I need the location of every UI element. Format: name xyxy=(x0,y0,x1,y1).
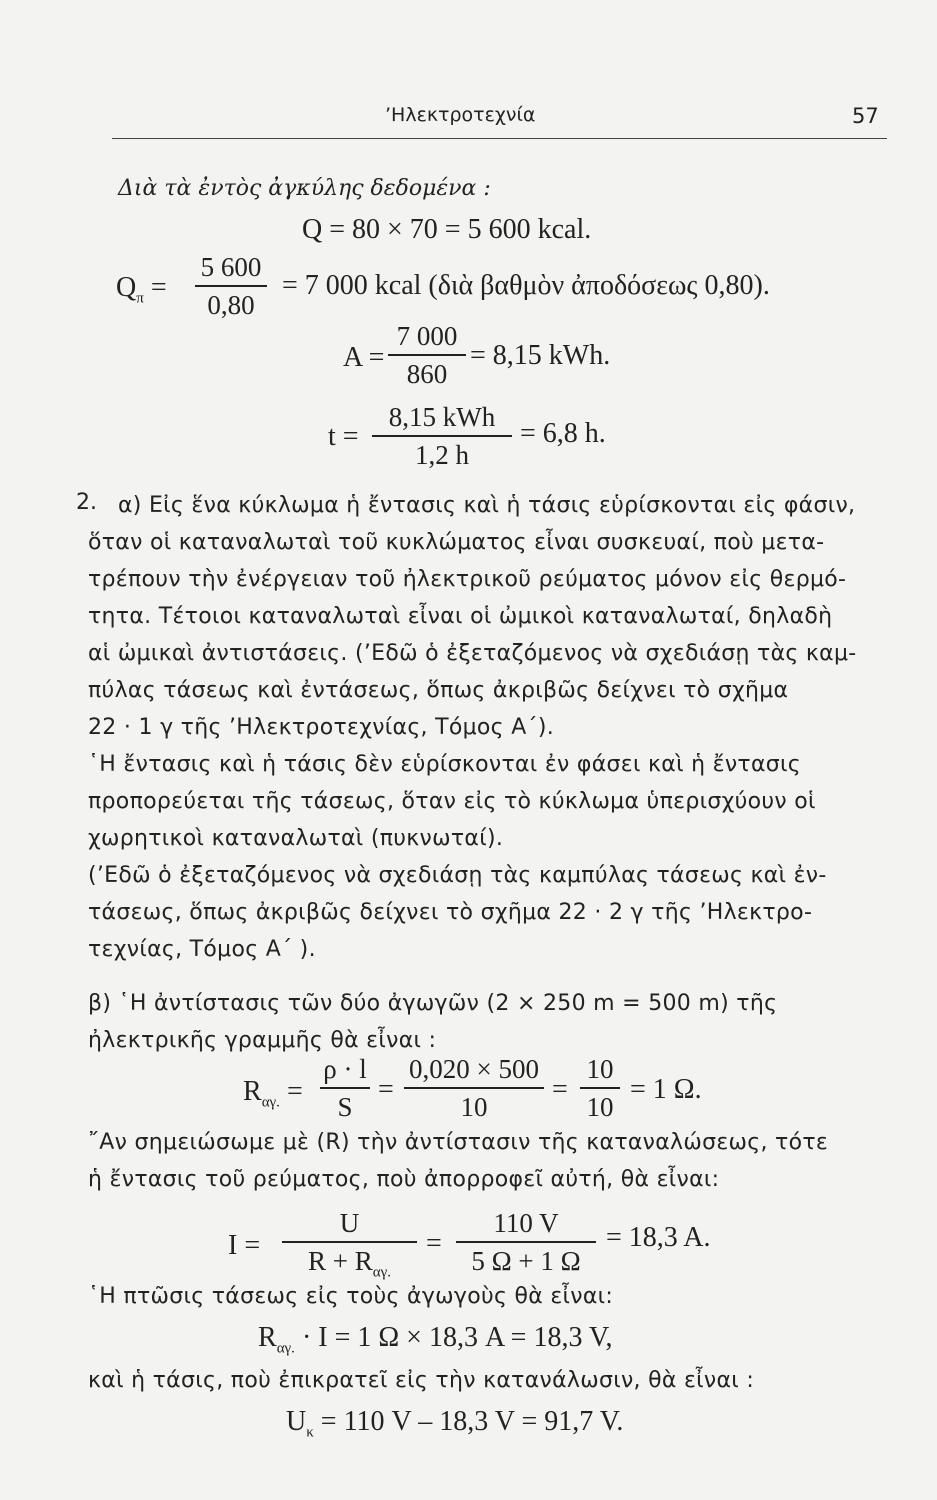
i-f1-numerator: U xyxy=(339,1208,360,1238)
para-line-14: β) ῾Η ἀντίστασις τῶν δύο ἀγωγῶν (2 × 250 m = 500 m) τῆς xyxy=(88,991,778,1016)
a-numerator: 7 000 xyxy=(396,321,458,351)
qp-fraction xyxy=(195,252,267,320)
after-r-line-2: ἡ ἔντασις τοῦ ρεύματος, ποὺ ἀπορροφεῖ αὐτή, θὰ εἶναι: xyxy=(88,1167,720,1192)
i-eq: = xyxy=(426,1228,442,1259)
running-header-title: ’Ηλεκτροτεχνία xyxy=(385,104,536,126)
i-f2-denominator: 5 Ω + 1 Ω xyxy=(471,1245,581,1276)
t-numerator: 8,15 kWh xyxy=(388,402,496,432)
a-denominator: 860 xyxy=(406,358,448,389)
qp-lhs: $Q_\pi$ = xyxy=(116,272,167,307)
para-line-6: πύλας τάσεως καὶ ἐντάσεως, ὅπως ἀκριβῶς δείχνει τὸ σχῆμα xyxy=(88,678,789,703)
r-fraction-1 xyxy=(320,1054,370,1122)
a-fraction xyxy=(388,321,466,389)
para-line-13: τεχνίας, Τόμος Α΄ ). xyxy=(88,937,316,962)
para-line-10: χωρητικοὶ καταναλωταὶ (πυκνωταί). xyxy=(88,826,504,851)
para-line-2: ὅταν οἱ καταναλωταὶ τοῦ κυκλώματος εἶναι συσκευαί, ποὺ μετα- xyxy=(88,530,825,555)
r-f3-numerator: 10 xyxy=(586,1054,614,1084)
given-intro: Διὰ τὰ ἐντὸς ἀγκύλης δεδομένα : xyxy=(118,176,491,201)
i-rhs: = 18,3 A. xyxy=(606,1222,711,1253)
i-lhs: I = xyxy=(228,1230,261,1261)
i-f2-numerator: 110 V xyxy=(493,1208,559,1238)
i-fraction-2 xyxy=(456,1208,596,1276)
para-line-4: τητα. Τέτοιοι καταναλωταὶ εἶναι οἱ ὠμικοὶ καταναλωταί, δηλαδὴ xyxy=(88,604,833,629)
r-f2-numerator: 0,020 × 500 xyxy=(409,1054,539,1084)
page-number: 57 xyxy=(852,104,879,128)
r-eq-2: = xyxy=(378,1074,394,1105)
qp-numerator: 5 600 xyxy=(200,252,262,282)
para-line-5: αἱ ὠμικαὶ ἀντιστάσεις. (’Εδῶ ὁ ἐξεταζόμενος νὰ σχεδιάσῃ τὰς καμ- xyxy=(88,641,857,666)
header-rule xyxy=(112,138,887,139)
para-line-9: προπορεύεται τῆς τάσεως, ὅταν εἰς τὸ κύκλωμα ὑπερισχύουν οἱ xyxy=(88,789,816,814)
para-line-1: α) Εἰς ἕνα κύκλωμα ἡ ἔντασις καὶ ἡ τάσις εὑρίσκονται εἰς φάσιν, xyxy=(118,493,856,518)
t-denominator: 1,2 h xyxy=(415,439,469,470)
drop-intro: ῾Η πτῶσις τάσεως εἰς τοὺς ἀγωγοὺς θὰ εἶναι: xyxy=(88,1284,614,1309)
a-rhs: = 8,15 kWh. xyxy=(470,340,611,371)
qp-rhs: = 7 000 kcal (διὰ βαθμὸν ἀποδόσεως 0,80). xyxy=(282,270,770,301)
r-f3-denominator: 10 xyxy=(586,1091,614,1122)
r-rhs: = 1 Ω. xyxy=(630,1074,702,1105)
para-line-8: ῾Η ἔντασις καὶ ἡ τάσις δὲν εὑρίσκονται ἐν φάσει καὶ ἡ ἔντασις xyxy=(88,752,801,777)
drop-equation: $R_{\alpha\gamma.} \cdot I = 1$ Ω × 18,3 A = 18,3 V, xyxy=(258,1322,613,1357)
r-lhs: $R_{\alpha\gamma.}$ = xyxy=(243,1076,303,1111)
section-number: 2. xyxy=(76,490,97,515)
after-r-line-1: ῎Αν σημειώσωμε μὲ (R) τὴν ἀντίστασιν τῆς καταναλώσεως, τότε xyxy=(88,1130,829,1155)
r-f1-numerator: ρ · l xyxy=(323,1054,367,1084)
uk-equation: $U_\kappa = 110$ V – 18,3 V = 91,7 V. xyxy=(286,1406,624,1441)
para-line-15: ἠλεκτρικῆς γραμμῆς θὰ εἶναι : xyxy=(88,1028,437,1053)
q-equation: Q = 80 × 70 = 5 600 kcal. xyxy=(302,214,592,245)
para-line-3: τρέπουν τὴν ἐνέργειαν τοῦ ἠλεκτρικοῦ ρεύματος μόνον εἰς θερμό- xyxy=(88,567,847,592)
i-fraction-1 xyxy=(282,1208,417,1287)
t-rhs: = 6,8 h. xyxy=(520,418,606,449)
para-line-12: τάσεως, ὅπως ἀκριβῶς δείχνει τὸ σχῆμα 22 · 2 γ τῆς ’Ηλεκτρο- xyxy=(88,900,813,925)
para-line-11: (’Εδῶ ὁ ἐξεταζόμενος νὰ σχεδιάσῃ τὰς καμπύλας τάσεως καὶ ἐν- xyxy=(88,863,827,888)
para-line-7: 22 · 1 γ τῆς ’Ηλεκτροτεχνίας, Τόμος Α΄). xyxy=(88,715,555,740)
load-intro: καὶ ἡ τάσις, ποὺ ἐπικρατεῖ εἰς τὴν κατανάλωσιν, θὰ εἶναι : xyxy=(88,1368,755,1393)
qp-denominator: 0,80 xyxy=(207,289,255,320)
r-fraction-3 xyxy=(580,1054,620,1122)
r-eq-3: = xyxy=(552,1074,568,1105)
r-fraction-2 xyxy=(404,1054,544,1122)
a-lhs: A = xyxy=(343,342,385,373)
i-f1-denominator: $R + R_{\alpha\gamma.}$ xyxy=(308,1245,391,1280)
r-f1-denominator: S xyxy=(337,1091,353,1122)
t-fraction xyxy=(372,402,512,470)
t-lhs: t = xyxy=(328,421,359,452)
r-f2-denominator: 10 xyxy=(460,1091,488,1122)
